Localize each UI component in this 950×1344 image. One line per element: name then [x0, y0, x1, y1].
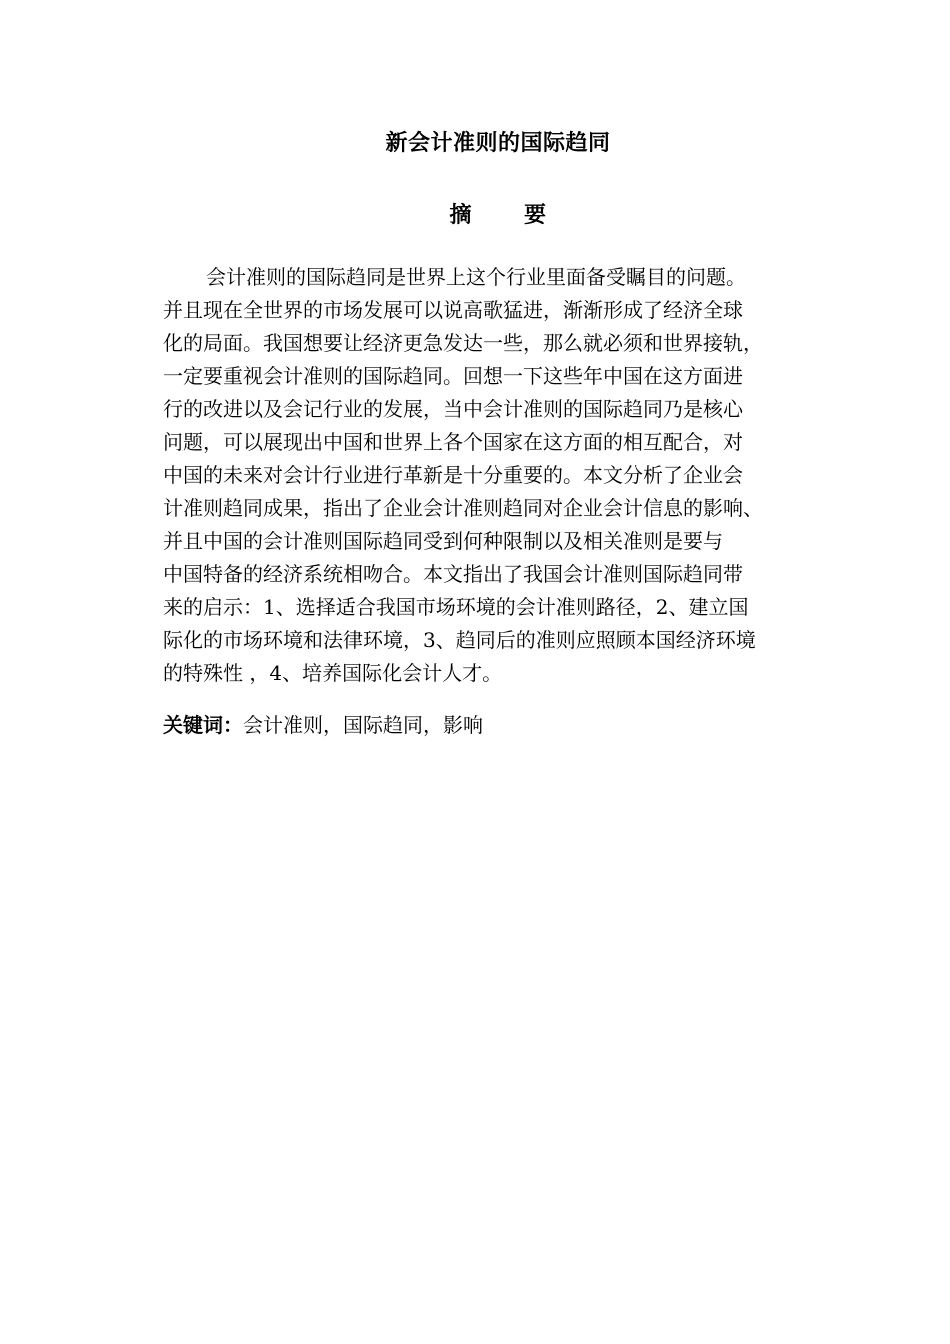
abstract-line: 行的改进以及会记行业的发展，当中会计准则的国际趋同乃是核心: [163, 397, 743, 421]
keywords-value: 会计准则，国际趋同，影响: [243, 713, 483, 737]
keywords-row: [163, 709, 843, 742]
abstract-line: 中国特备的经济系统相吻合。本文指出了我国会计准则国际趋同带: [163, 562, 743, 586]
document-title: 新会计准则的国际趋同: [385, 131, 611, 156]
abstract-line: 并且现在全世界的市场发展可以说高歌猛进，渐渐形成了经济全球: [163, 298, 743, 322]
abstract-line: 问题，可以展现出中国和世界上各个国家在这方面的相互配合，对: [163, 430, 743, 454]
abstract-line: 中国的未来对会计行业进行革新是十分重要的。本文分析了企业会: [163, 463, 743, 487]
abstract-heading-part2: 要: [524, 203, 547, 228]
keywords-label: 关键词：: [163, 713, 243, 737]
abstract-line: 一定要重视会计准则的国际趋同。回想一下这些年中国在这方面进: [163, 364, 743, 388]
abstract-line: 的特殊性 ，4、培养国际化会计人才。: [163, 661, 503, 685]
abstract-heading: [0, 199, 950, 233]
abstract-line: 际化的市场环境和法律环境，3、趋同后的准则应照顾本国经济环境: [163, 628, 756, 652]
abstract-body: [163, 261, 843, 690]
abstract-line: 化的局面。我国想要让经济更急发达一些，那么就必须和世界接轨，: [163, 331, 763, 355]
abstract-line: 计准则趋同成果，指出了企业会计准则趋同对企业会计信息的影响、: [163, 496, 763, 520]
abstract-line: 来的启示：1、选择适合我国市场环境的会计准则路径，2、建立国: [163, 595, 749, 619]
abstract-heading-part1: 摘: [449, 203, 472, 228]
abstract-line: 会计准则的国际趋同是世界上这个行业里面备受瞩目的问题。: [206, 265, 746, 289]
abstract-line: 并且中国的会计准则国际趋同受到何种限制以及相关准则是要与: [163, 529, 723, 553]
